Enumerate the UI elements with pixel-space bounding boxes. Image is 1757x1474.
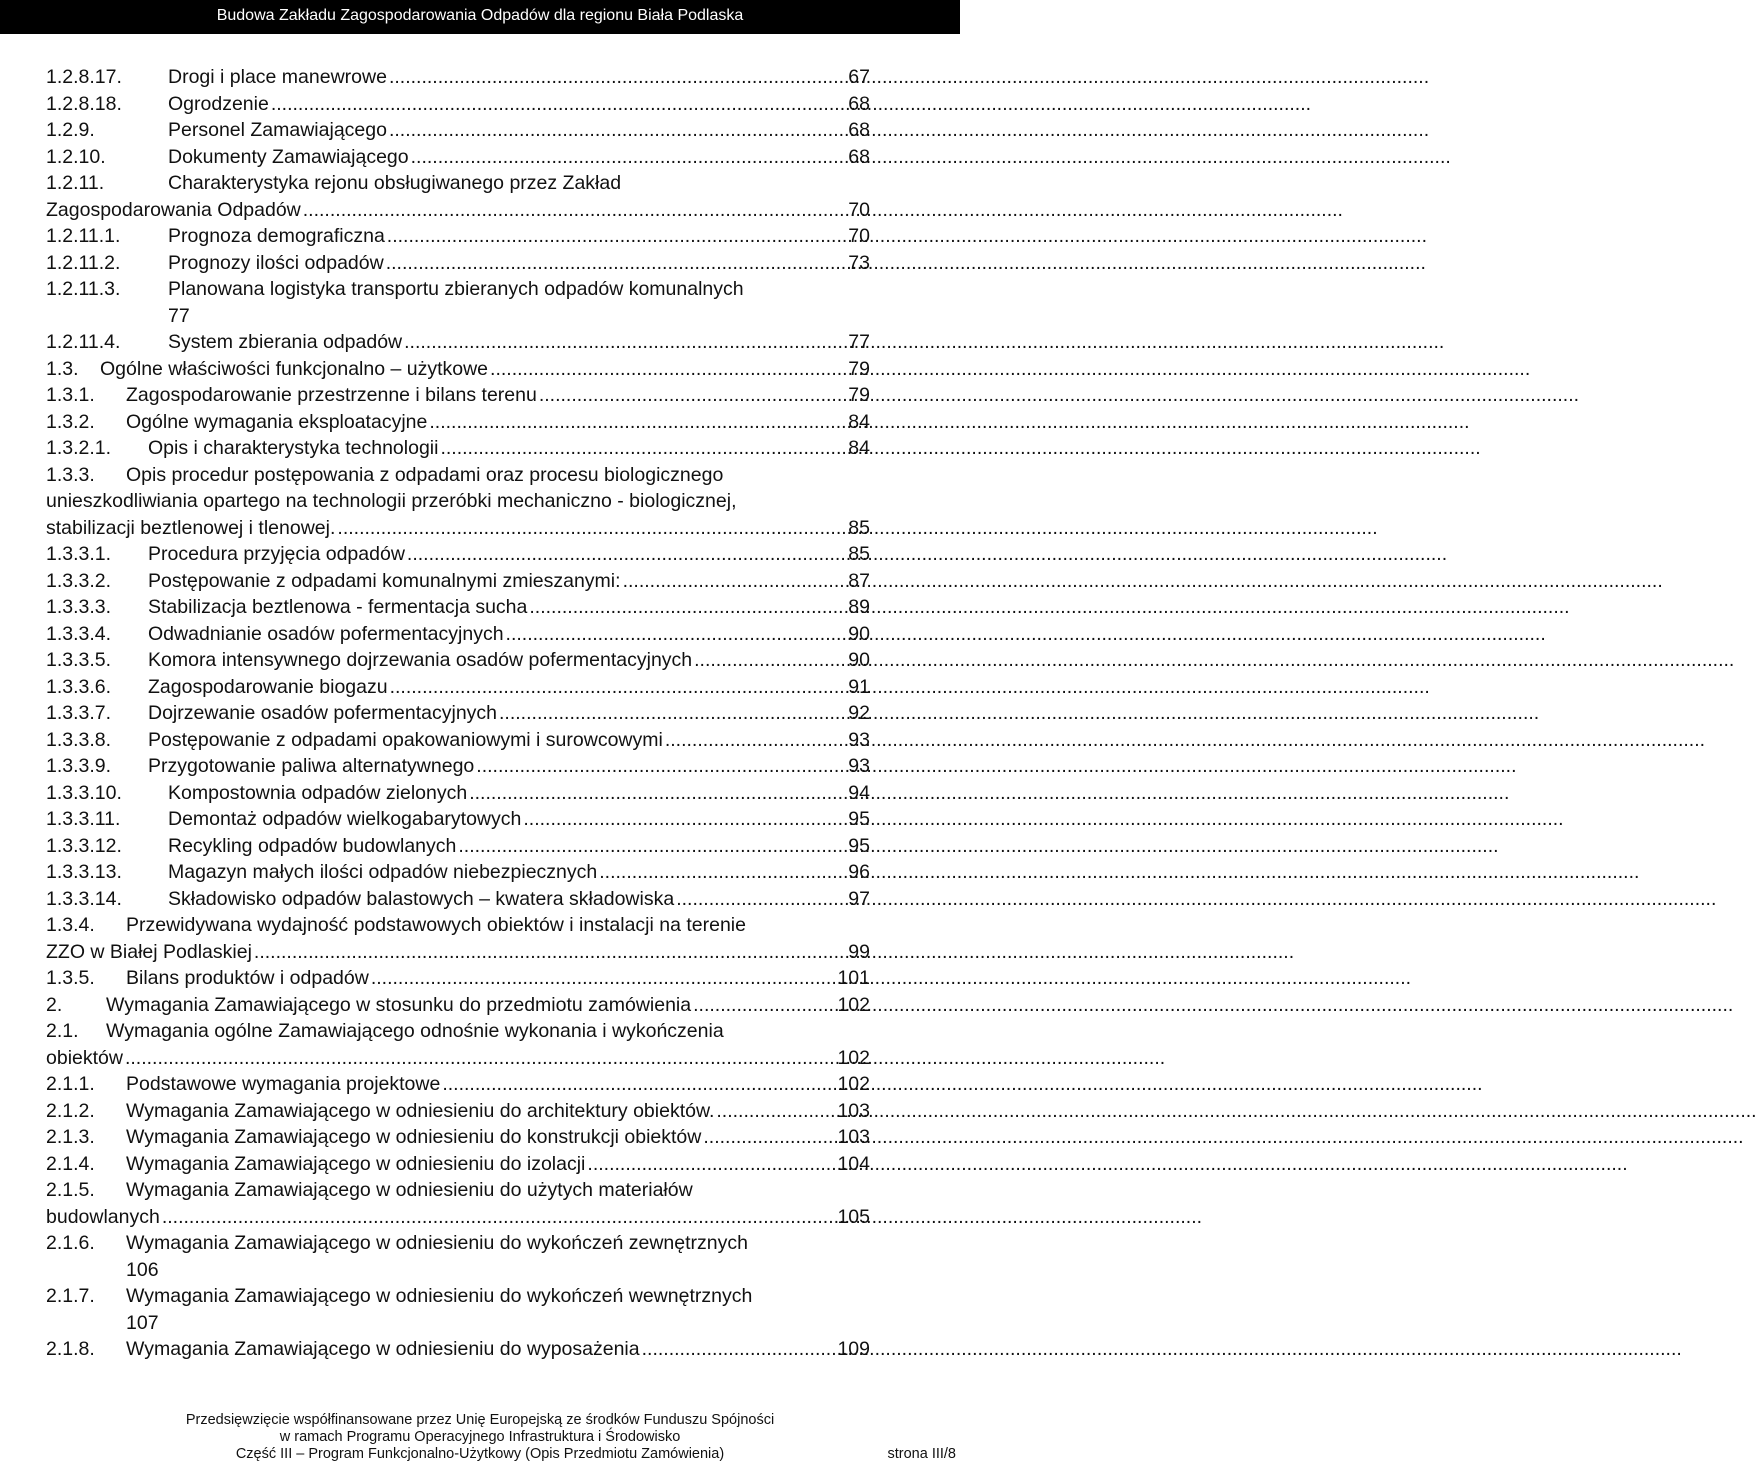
toc-entry-leader xyxy=(521,806,842,833)
toc-entry-leader xyxy=(427,409,842,436)
toc-entry[interactable] xyxy=(46,1310,870,1337)
toc-entry-leader xyxy=(387,64,842,91)
toc-entry-page: 95 xyxy=(848,808,870,830)
toc-entry[interactable] xyxy=(46,753,870,780)
toc-entry-title: obiektów xyxy=(46,1046,123,1069)
toc-entry-page: 97 xyxy=(848,887,870,910)
toc-entry-title: Wymagania Zamawiającego w odniesieniu do konstrukcji obiektów xyxy=(126,1126,702,1148)
toc-entry-title: Magazyn małych ilości odpadów niebezpiecznych xyxy=(168,861,598,883)
footer-cofinancing-line: Przedsięwzięcie współfinansowane przez Unię Europejską ze środków Funduszu Spójności xyxy=(185,1412,775,1428)
toc-entry-title: Planowana logistyka transportu zbieranych odpadów komunalnych xyxy=(168,278,744,300)
toc-entry-number: 2.1.7. xyxy=(46,1285,95,1307)
toc-entry-title: Dokumenty Zamawiającego xyxy=(168,145,409,168)
toc-entry-page: 85 xyxy=(848,543,870,565)
toc-entry-page: 94 xyxy=(848,781,870,804)
toc-entry-number: 1.2.8.17. xyxy=(46,66,122,88)
toc-entry-number: 1.3.4. xyxy=(46,914,95,936)
toc-entry[interactable] xyxy=(46,965,870,992)
toc-entry-page: 102 xyxy=(837,1046,870,1069)
toc-entry-title: Zagospodarowanie przestrzenne i bilans terenu xyxy=(126,384,537,406)
toc-entry-title: unieszkodliwiania opartego na technologii przeróbki mechaniczno - biologicznej, xyxy=(46,490,737,512)
toc-entry-number: 1.3.2. xyxy=(46,410,95,433)
toc-entry-title: Personel Zamawiającego xyxy=(168,119,387,141)
toc-entry[interactable] xyxy=(46,170,870,197)
toc-entry-leader xyxy=(160,1204,832,1231)
toc-entry-title: Przewidywana wydajność podstawowych obiektów i instalacji na terenie xyxy=(126,914,746,936)
toc-entry-page: 90 xyxy=(848,622,870,645)
toc-entry-number: 2. xyxy=(46,993,63,1016)
toc-entry[interactable] xyxy=(46,886,870,913)
toc-entry-number: 1.2.8.18. xyxy=(46,92,122,115)
toc-entry-title: Ogólne właściwości funkcjonalno – użytkowe xyxy=(100,357,489,380)
toc-entry-leader xyxy=(388,674,843,701)
toc-entry-number: 1.3.3.10. xyxy=(46,781,122,804)
toc-entry-page: 77 xyxy=(848,331,870,353)
toc-entry[interactable] xyxy=(46,462,870,489)
toc-entry-page: 90 xyxy=(848,649,870,671)
toc-entry[interactable] xyxy=(46,939,870,966)
footer-part-line: Część III – Program Funkcjonalno-Użytkowy (Opis Przedmiotu Zamówienia) xyxy=(235,1446,725,1462)
toc-entry[interactable] xyxy=(46,621,870,648)
toc-entry[interactable] xyxy=(46,912,870,939)
toc-entry-page: 96 xyxy=(848,861,870,883)
toc-entry-title: 107 xyxy=(126,1311,159,1334)
toc-entry-title: Składowisko odpadów balastowych – kwatera składowiska xyxy=(168,887,675,910)
toc-entry-number: 1.3.3.7. xyxy=(46,702,112,724)
toc-entry[interactable] xyxy=(46,435,870,462)
toc-entry[interactable] xyxy=(46,700,870,727)
toc-entry[interactable] xyxy=(46,144,870,171)
toc-entry-title: Stabilizacja beztlenowa - fermentacja sucha xyxy=(148,596,528,618)
toc-entry-number: 2.1.6. xyxy=(46,1232,95,1254)
toc-entry-title: Opis i charakterystyka technologii xyxy=(148,437,439,459)
toc-entry-number: 2.1. xyxy=(46,1020,79,1042)
toc-entry-page: 70 xyxy=(848,198,870,221)
toc-entry-title: 106 xyxy=(126,1258,159,1281)
toc-entry-page: 103 xyxy=(837,1099,870,1122)
toc-entry-number: 1.2.10. xyxy=(46,145,106,168)
toc-entry-number: 1.3.3.8. xyxy=(46,728,112,751)
toc-entry-leader xyxy=(252,939,842,966)
toc-entry-title: Komora intensywnego dojrzewania osadów pofermentacyjnych xyxy=(148,649,693,671)
toc-entry[interactable] xyxy=(46,409,870,436)
toc-entry[interactable] xyxy=(46,992,870,1019)
toc-entry-number: 2.1.2. xyxy=(46,1099,95,1122)
toc-entry-page: 73 xyxy=(848,251,870,274)
toc-entry-leader xyxy=(123,1045,831,1072)
toc-entry-leader xyxy=(597,859,842,886)
toc-entry-leader xyxy=(497,700,842,727)
toc-entry-number: 1.3.3.14. xyxy=(46,887,122,910)
toc-entry-title: Wymagania Zamawiającego w odniesieniu do użytych materiałów xyxy=(126,1179,693,1201)
toc-entry-page: 67 xyxy=(848,66,870,88)
toc-entry-title: Wymagania Zamawiającego w stosunku do przedmiotu zamówienia xyxy=(106,993,692,1016)
toc-entry[interactable] xyxy=(46,859,870,886)
toc-entry-page: 84 xyxy=(848,437,870,459)
toc-entry-number: 1.3.1. xyxy=(46,384,95,406)
toc-entry-title: Przygotowanie paliwa alternatywnego xyxy=(148,755,475,777)
toc-entry-leader xyxy=(440,1071,831,1098)
toc-entry[interactable] xyxy=(46,356,870,383)
toc-entry-page: 79 xyxy=(848,384,870,406)
toc-entry-page: 68 xyxy=(848,145,870,168)
toc-entry-leader xyxy=(692,647,842,674)
toc-entry-leader xyxy=(504,621,843,648)
toc-entry-number: 1.3.3.12. xyxy=(46,834,122,857)
toc-entry-title: Podstawowe wymagania projektowe xyxy=(126,1073,441,1095)
toc-entry-number: 1.2.11.1. xyxy=(46,225,121,247)
toc-entry-number: 1.3.3.2. xyxy=(46,569,112,592)
toc-entry[interactable] xyxy=(46,833,870,860)
toc-entry[interactable] xyxy=(46,1098,870,1125)
toc-entry[interactable] xyxy=(46,1045,870,1072)
toc-entry-title: 77 xyxy=(168,304,190,327)
toc-entry[interactable] xyxy=(46,1177,870,1204)
toc-entry-number: 2.1.5. xyxy=(46,1179,95,1201)
toc-entry[interactable] xyxy=(46,806,870,833)
toc-entry-leader xyxy=(409,144,843,171)
toc-entry-leader xyxy=(714,1098,831,1125)
toc-entry-number: 1.3.3.1. xyxy=(46,543,112,565)
toc-entry-title: Ogólne wymagania eksploatacyjne xyxy=(126,410,428,433)
toc-entry-page: 105 xyxy=(837,1205,870,1228)
toc-entry-page: 104 xyxy=(837,1152,870,1175)
toc-entry-number: 1.2.11. xyxy=(46,172,105,194)
toc-entry-leader xyxy=(488,356,842,383)
toc-entry-number: 1.3.2.1. xyxy=(46,437,112,459)
toc-entry-leader xyxy=(385,223,843,250)
toc-entry-leader xyxy=(269,91,842,118)
toc-entry-title: ZZO w Białej Podlaskiej xyxy=(46,940,252,963)
toc-entry[interactable] xyxy=(46,303,870,330)
toc-entry[interactable] xyxy=(46,382,870,409)
toc-entry-page: 101 xyxy=(837,967,870,989)
toc-entry-leader xyxy=(663,727,842,754)
toc-entry[interactable] xyxy=(46,594,870,621)
toc-entry-title: Drogi i place manewrowe xyxy=(168,66,387,88)
toc-entry-page: 87 xyxy=(848,569,870,592)
toc-entry-leader xyxy=(335,515,842,542)
toc-entry[interactable] xyxy=(46,568,870,595)
toc-entry[interactable] xyxy=(46,197,870,224)
toc-entry-number: 1.2.11.4. xyxy=(46,331,121,353)
toc-entry-number: 1.3. xyxy=(46,357,79,380)
toc-entry[interactable] xyxy=(46,1124,870,1151)
toc-entry-title: System zbierania odpadów xyxy=(168,331,403,353)
toc-entry[interactable] xyxy=(46,223,870,250)
toc-entry[interactable] xyxy=(46,91,870,118)
toc-entry-title: Wymagania Zamawiającego w odniesieniu do architektury obiektów. xyxy=(126,1099,715,1122)
toc-entry-title: Demontaż odpadów wielkogabarytowych xyxy=(168,808,522,830)
toc-entry-title: Ogrodzenie xyxy=(168,92,269,115)
toc-entry-page: 92 xyxy=(848,702,870,724)
toc-entry-page: 109 xyxy=(837,1338,870,1360)
toc-entry-leader xyxy=(701,1124,831,1151)
toc-entry-leader xyxy=(474,753,842,780)
toc-entry-title: Prognozy ilości odpadów xyxy=(168,251,384,274)
toc-entry-number: 1.3.5. xyxy=(46,967,95,989)
toc-entry[interactable] xyxy=(46,780,870,807)
toc-entry-title: Procedura przyjęcia odpadów xyxy=(148,543,405,565)
toc-entry[interactable] xyxy=(46,515,870,542)
toc-entry-page: 102 xyxy=(837,993,870,1016)
toc-entry-page: 68 xyxy=(848,119,870,141)
toc-entry-leader xyxy=(527,594,842,621)
toc-entry-number: 2.1.1. xyxy=(46,1073,95,1095)
toc-entry-title: stabilizacji beztlenowej i tlenowej. xyxy=(46,516,336,539)
toc-entry-page: 85 xyxy=(848,516,870,539)
toc-entry-leader xyxy=(640,1336,832,1363)
toc-entry[interactable] xyxy=(46,1018,870,1045)
toc-entry-number: 1.3.3. xyxy=(46,463,95,486)
toc-entry-number: 1.3.3.11. xyxy=(46,808,121,830)
toc-entry-leader xyxy=(537,382,842,409)
page-footer xyxy=(0,1412,960,1463)
toc-entry-number: 1.3.3.3. xyxy=(46,596,112,618)
toc-entry-title: Odwadnianie osadów pofermentacyjnych xyxy=(148,622,504,645)
toc-entry-leader xyxy=(691,992,831,1019)
toc-entry-title: Wymagania Zamawiającego w odniesieniu do wyposażenia xyxy=(126,1338,640,1360)
toc-entry-leader xyxy=(456,833,842,860)
toc-entry-page: 89 xyxy=(848,596,870,618)
toc-entry-title: Dojrzewanie osadów pofermentacyjnych xyxy=(148,702,498,724)
toc-entry-title: Prognoza demograficzna xyxy=(168,225,385,247)
toc-entry-title: Kompostownia odpadów zielonych xyxy=(168,781,468,804)
toc-entry-number: 2.1.3. xyxy=(46,1126,95,1148)
toc-entry[interactable] xyxy=(46,674,870,701)
toc-entry-leader xyxy=(674,886,842,913)
toc-entry-page: 70 xyxy=(848,225,870,247)
toc-entry-leader xyxy=(384,250,843,277)
toc-entry-number: 1.3.3.9. xyxy=(46,755,112,777)
toc-entry[interactable] xyxy=(46,250,870,277)
toc-entry-title: Wymagania Zamawiającego w odniesieniu do wykończeń zewnętrznych xyxy=(126,1232,748,1254)
toc-entry-title: Zagospodarowania Odpadów xyxy=(46,198,301,221)
toc-entry-leader xyxy=(405,541,842,568)
toc-entry-page: 93 xyxy=(848,728,870,751)
toc-entry-number: 1.3.3.13. xyxy=(46,861,122,883)
toc-entry-page: 103 xyxy=(837,1126,870,1148)
toc-entry-title: Zagospodarowanie biogazu xyxy=(148,675,388,698)
toc-entry-number: 1.2.9. xyxy=(46,119,95,141)
toc-entry-leader xyxy=(438,435,842,462)
toc-entry-number: 1.2.11.3. xyxy=(46,278,121,300)
footer-programme-line: w ramach Programu Operacyjnego Infrastruktura i Środowisko xyxy=(279,1429,681,1445)
toc-entry-title: Opis procedur postępowania z odpadami oraz procesu biologicznego xyxy=(126,463,724,486)
toc-entry-leader xyxy=(369,965,832,992)
header-title: Budowa Zakładu Zagospodarowania Odpadów dla regionu Biała Podlaska xyxy=(216,7,744,24)
toc-entry[interactable] xyxy=(46,1336,870,1363)
toc-entry-leader xyxy=(467,780,842,807)
toc-entry-title: budowlanych xyxy=(46,1205,160,1228)
toc-entry-leader xyxy=(402,329,842,356)
toc-entry-title: Charakterystyka rejonu obsługiwanego przez Zakład xyxy=(168,172,622,194)
toc-entry[interactable] xyxy=(46,1151,870,1178)
toc-entry[interactable] xyxy=(46,647,870,674)
toc-entry-number: 1.2.11.2. xyxy=(46,251,121,274)
toc-entry[interactable] xyxy=(46,727,870,754)
footer-page-number: strona III/8 xyxy=(887,1446,956,1462)
toc-entry-page: 68 xyxy=(848,92,870,115)
toc-entry-title: Postępowanie z odpadami opakowaniowymi i surowcowymi xyxy=(148,728,663,751)
toc-entry[interactable] xyxy=(46,329,870,356)
toc-entry-number: 1.3.3.5. xyxy=(46,649,112,671)
toc-entry[interactable] xyxy=(46,64,870,91)
toc-entry-number: 2.1.8. xyxy=(46,1338,95,1360)
toc-entry-title: Postępowanie z odpadami komunalnymi zmieszanymi: xyxy=(148,569,621,592)
toc-entry-leader xyxy=(621,568,843,595)
toc-entry-number: 1.3.3.6. xyxy=(46,675,112,698)
toc-entry-page: 91 xyxy=(848,675,870,698)
toc-entry-title: Bilans produktów i odpadów xyxy=(126,967,369,989)
toc-entry-page: 99 xyxy=(848,940,870,963)
toc-entry-number: 1.3.3.4. xyxy=(46,622,112,645)
toc-entry-title: Wymagania Zamawiającego w odniesieniu do wykończeń wewnętrznych xyxy=(126,1285,753,1307)
table-of-contents xyxy=(46,64,870,1363)
toc-entry-page: 79 xyxy=(848,357,870,380)
toc-entry[interactable] xyxy=(46,276,870,303)
toc-entry[interactable] xyxy=(46,1230,870,1257)
toc-entry[interactable] xyxy=(46,1071,870,1098)
page-header xyxy=(0,0,960,34)
toc-entry[interactable] xyxy=(46,1257,870,1284)
toc-entry-title: Wymagania ogólne Zamawiającego odnośnie wykonania i wykończenia xyxy=(106,1020,724,1042)
toc-entry-page: 93 xyxy=(848,755,870,777)
toc-entry-page: 95 xyxy=(848,834,870,857)
toc-entry-leader xyxy=(387,117,842,144)
toc-entry-page: 102 xyxy=(837,1073,870,1095)
toc-entry-leader xyxy=(301,197,843,224)
toc-entry[interactable] xyxy=(46,1204,870,1231)
toc-entry-title: Recykling odpadów budowlanych xyxy=(168,834,457,857)
toc-entry[interactable] xyxy=(46,541,870,568)
toc-entry[interactable] xyxy=(46,488,870,515)
toc-entry[interactable] xyxy=(46,117,870,144)
toc-entry-leader xyxy=(585,1151,831,1178)
toc-entry-title: Wymagania Zamawiającego w odniesieniu do izolacji xyxy=(126,1152,586,1175)
toc-entry-page: 84 xyxy=(848,410,870,433)
toc-entry-number: 2.1.4. xyxy=(46,1152,95,1175)
toc-entry[interactable] xyxy=(46,1283,870,1310)
